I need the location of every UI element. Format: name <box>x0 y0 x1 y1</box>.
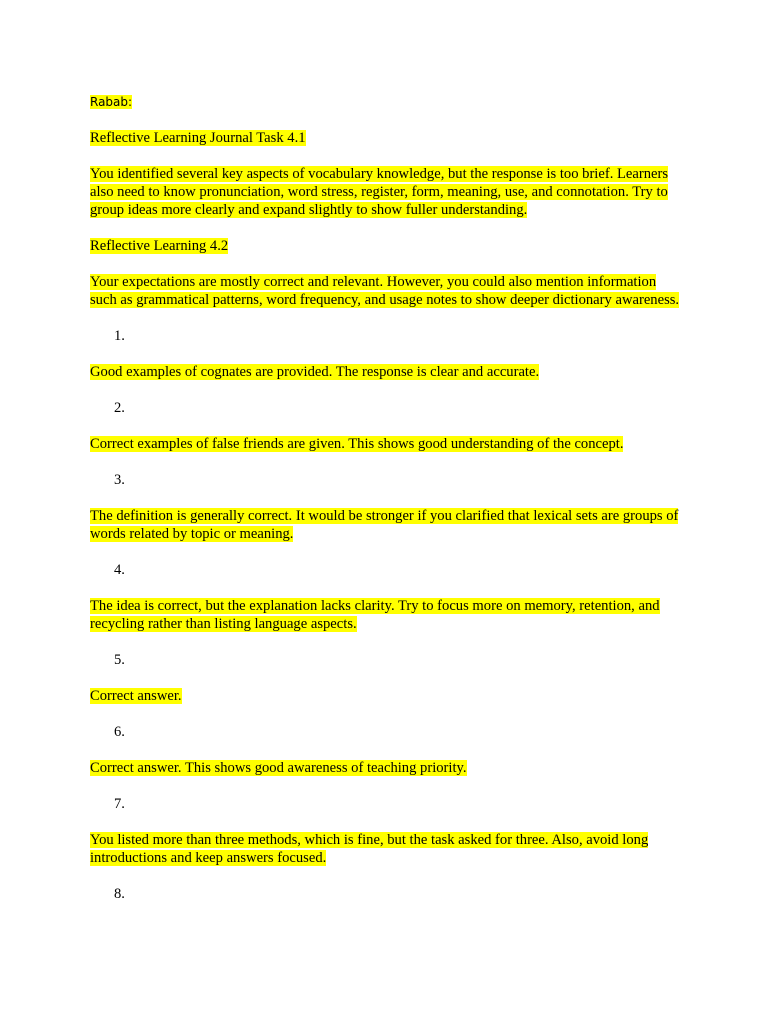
list-feedback-5-text: Correct answer. <box>90 688 182 704</box>
list-feedback-2 <box>90 435 682 453</box>
list-feedback-1 <box>90 363 682 381</box>
list-feedback-4 <box>90 597 682 633</box>
list-number-6: 6. <box>114 724 125 740</box>
list-number-7: 7. <box>114 796 125 812</box>
task-heading-4-2 <box>90 237 682 255</box>
list-feedback-6-text: Correct answer. This shows good awareness of teaching priority. <box>90 760 467 776</box>
list-feedback-2-text: Correct examples of false friends are given. This shows good understanding of the concept. <box>90 436 624 452</box>
list-number-2: 2. <box>114 400 125 416</box>
list-feedback-1-text: Good examples of cognates are provided. The response is clear and accurate. <box>90 364 540 380</box>
student-name: Rabab: <box>90 95 133 109</box>
list-feedback-6 <box>90 759 682 777</box>
student-name-line <box>90 93 682 111</box>
feedback-paragraph-4-1-text: You identified several key aspects of vocabulary knowledge, but the response is too brief. Learners also need to know pronunciation, word stress, register, form, meaning, use, and connotation. Try to group ideas more clearly and expand slightly to show fuller understanding. <box>90 166 669 218</box>
feedback-paragraph-4-2 <box>90 273 682 309</box>
list-feedback-4-text: The idea is correct, but the explanation lacks clarity. Try to focus more on memory, retention, and recycling rather than listing language aspects. <box>90 598 660 632</box>
task-heading-4-2-text: Reflective Learning 4.2 <box>90 238 229 254</box>
list-feedback-5 <box>90 687 682 705</box>
list-feedback-7 <box>90 831 682 867</box>
feedback-paragraph-4-2-text: Your expectations are mostly correct and relevant. However, you could also mention information such as grammatical patterns, word frequency, and usage notes to show deeper dictionary awareness. <box>90 274 680 308</box>
task-heading-4-1-text: Reflective Learning Journal Task 4.1 <box>90 130 306 146</box>
list-number-8: 8. <box>114 886 125 902</box>
task-heading-4-1 <box>90 129 682 147</box>
list-feedback-3-text: The definition is generally correct. It would be stronger if you clarified that lexical sets are groups of words related by topic or meaning. <box>90 508 679 542</box>
list-feedback-3 <box>90 507 682 543</box>
list-number-5: 5. <box>114 652 125 668</box>
list-number-3: 3. <box>114 472 125 488</box>
list-number-1: 1. <box>114 328 125 344</box>
list-number-4: 4. <box>114 562 125 578</box>
list-feedback-7-text: You listed more than three methods, which is fine, but the task asked for three. Also, avoid long introductions and keep answers focused. <box>90 832 649 866</box>
document-body <box>90 93 682 921</box>
feedback-paragraph-4-1 <box>90 165 682 219</box>
